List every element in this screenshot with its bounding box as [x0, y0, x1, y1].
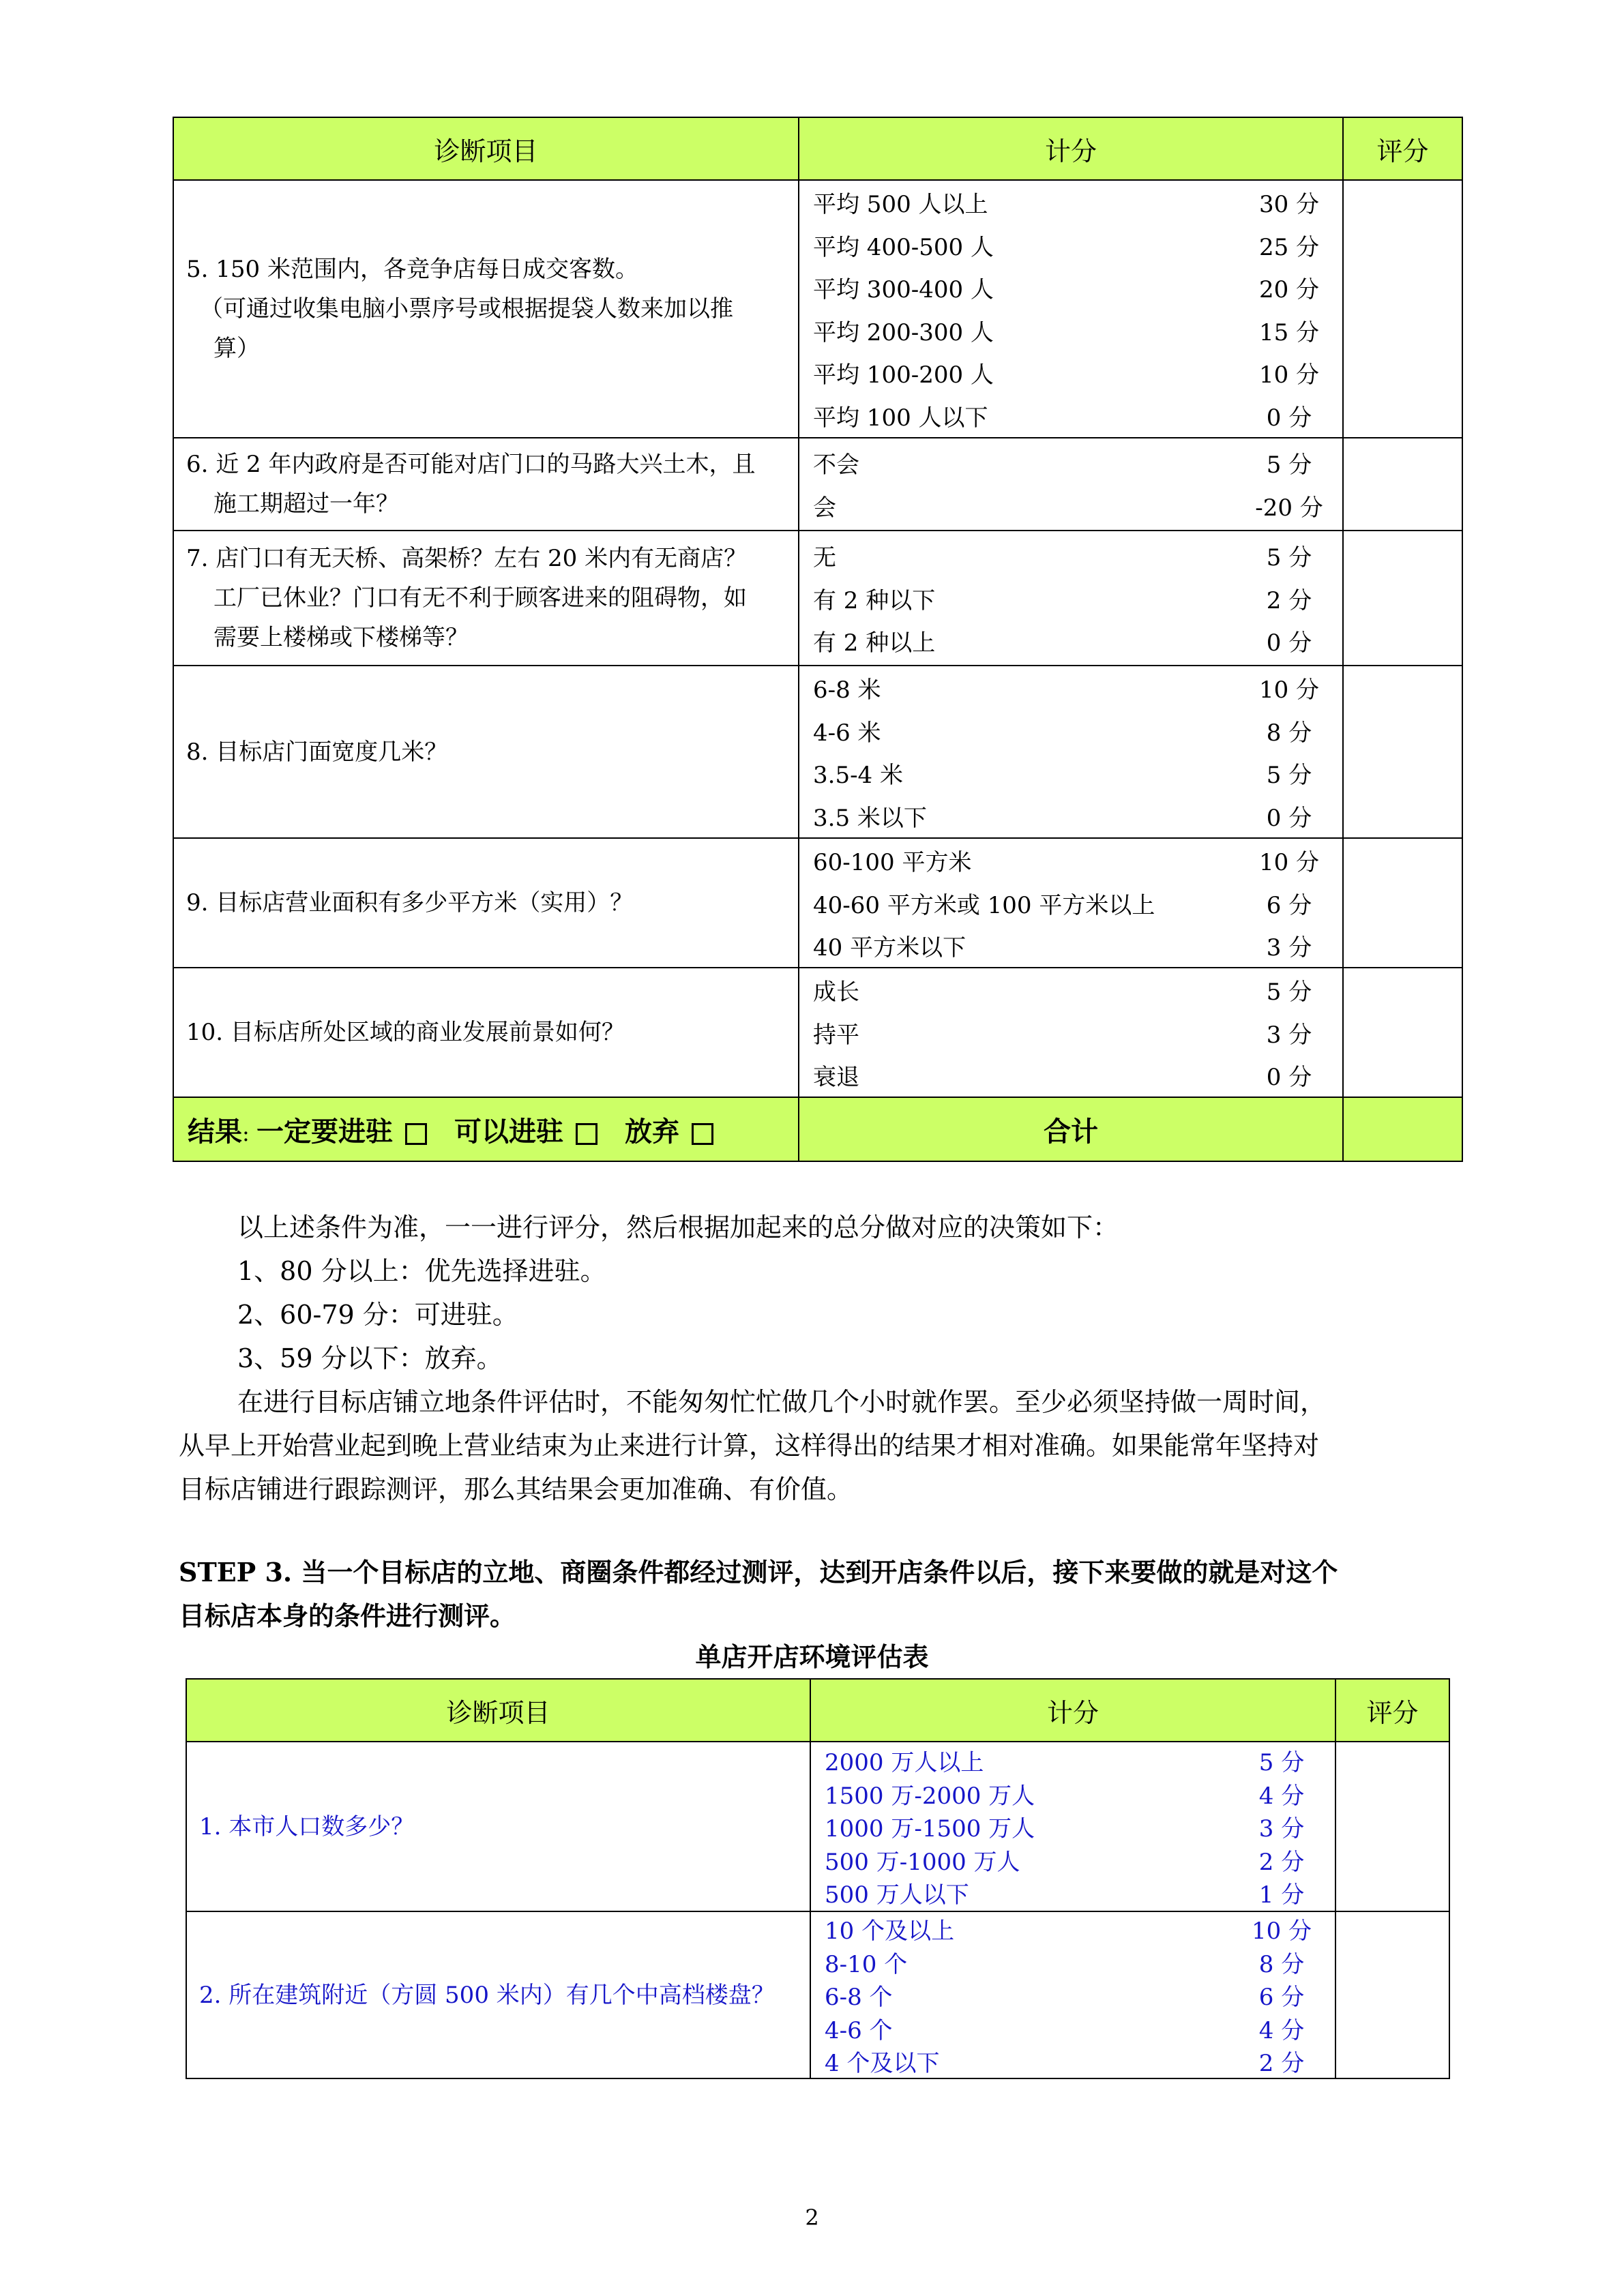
header-score: 评分: [1335, 1679, 1449, 1742]
total-score-cell[interactable]: [1343, 1097, 1462, 1161]
table-row: [173, 968, 1462, 1097]
checkbox-can-enter[interactable]: [576, 1123, 597, 1145]
item-cell: 9. 目标店营业面积有多少平方米（实用）？: [173, 838, 799, 968]
checkbox-must-enter[interactable]: [405, 1123, 427, 1145]
option-row: 2000 万人以上 5 分: [825, 1749, 1305, 1776]
option-row: 平均 300-400 人 20 分: [813, 276, 1320, 304]
choice-can-enter: 可以进驻: [454, 1115, 563, 1148]
score-input-cell[interactable]: [1335, 1742, 1449, 1911]
item-cell: 8. 目标店门面宽度几米？: [173, 666, 799, 838]
option-row: 4-6 米 8 分: [813, 719, 1312, 747]
option-row: 成长 5 分: [813, 979, 1312, 1006]
option-row: 会 -20 分: [813, 494, 1323, 522]
option-row: 有 2 种以上 0 分: [813, 629, 1312, 657]
header-item: 诊断项目: [173, 117, 799, 180]
header-score-rules: 计分: [799, 117, 1343, 180]
option-row: 10 个及以上 10 分: [825, 1918, 1312, 1945]
option-row: 持平 3 分: [813, 1021, 1312, 1049]
option-row: 1500 万-2000 万人 4 分: [825, 1782, 1305, 1810]
evaluation-table-1: [173, 117, 1463, 1162]
intro-paragraph: 以上述条件为准，一一进行评分，然后根据加起来的总分做对应的决策如下：: [237, 1212, 1119, 1242]
item-cell: 6. 近 2 年内政府是否可能对店门口的马路大兴土木，且 施工期超过一年？: [173, 438, 799, 531]
table-row: [173, 838, 1462, 968]
table-row: [186, 1742, 1449, 1911]
table-row: [173, 438, 1462, 531]
table2-title: 单店开店环境评估表: [695, 1641, 929, 1672]
options-cell: [799, 180, 1343, 438]
option-row: 3.5 米以下 0 分: [813, 804, 1312, 832]
options-cell: [799, 531, 1343, 666]
option-row: 平均 400-500 人 25 分: [813, 233, 1320, 261]
option-row: 500 万人以下 1 分: [825, 1881, 1305, 1909]
options-cell: [799, 838, 1343, 968]
rule-2: 2、60-79 分：可进驻。: [237, 1300, 518, 1330]
option-row: 8-10 个 8 分: [825, 1950, 1305, 1978]
option-row: 有 2 种以下 2 分: [813, 586, 1312, 614]
options-cell: [799, 666, 1343, 838]
item-cell: 1. 本市人口数多少？: [186, 1742, 810, 1911]
score-input-cell[interactable]: [1343, 838, 1462, 968]
page-number: 2: [805, 2205, 819, 2231]
table-row: [173, 666, 1462, 838]
score-input-cell[interactable]: [1343, 180, 1462, 438]
result-cell: 结果: 一定要进驻 可以进驻 放弃: [173, 1097, 799, 1161]
option-row: 平均 200-300 人 15 分: [813, 318, 1320, 346]
choice-give-up: 放弃: [624, 1115, 679, 1148]
step3-heading: STEP 3. 当一个目标店的立地、商圈条件都经过测评，达到开店条件以后，接下来要做的就是对这个: [179, 1557, 1338, 1587]
option-row: 6-8 米 10 分: [813, 676, 1320, 704]
table-header-row: [173, 117, 1462, 180]
options-cell: [799, 438, 1343, 531]
option-row: 衰退 0 分: [813, 1064, 1312, 1091]
option-row: 不会 5 分: [813, 451, 1312, 479]
header-score: 评分: [1343, 117, 1462, 180]
table-row: [173, 531, 1462, 666]
choice-must-enter: 一定要进驻: [256, 1115, 393, 1148]
option-row: 4-6 个 4 分: [825, 2016, 1305, 2044]
option-row: 无 5 分: [813, 544, 1312, 571]
options-cell: [810, 1911, 1335, 2078]
option-row: 40-60 平方米或 100 平方米以上 6 分: [813, 891, 1312, 919]
table-header-row: [186, 1679, 1449, 1742]
note-line-3: 目标店铺进行跟踪测评，那么其结果会更加准确、有价值。: [179, 1474, 853, 1504]
option-row: 4 个及以下 2 分: [825, 2050, 1305, 2077]
option-row: 1000 万-1500 万人 3 分: [825, 1815, 1305, 1843]
option-row: 40 平方米以下 3 分: [813, 934, 1312, 961]
header-item: 诊断项目: [186, 1679, 810, 1742]
table-row: [173, 180, 1462, 438]
note-line-1: 在进行目标店铺立地条件评估时，不能匆匆忙忙做几个小时就作罢。至少必须坚持做一周时间，: [237, 1387, 1327, 1417]
rule-3: 3、59 分以下：放弃。: [237, 1343, 503, 1373]
note-line-2: 从早上开始营业起到晚上营业结束为止来进行计算，这样得出的结果才相对准确。如果能常年坚持对: [179, 1431, 1320, 1461]
score-input-cell[interactable]: [1343, 968, 1462, 1097]
option-row: 平均 100 人以下 0 分: [813, 404, 1312, 432]
item-cell: 5. 150 米范围内，各竞争店每日成交客数。 （可通过收集电脑小票序号或根据提袋人数来加以推 算）: [173, 180, 799, 438]
score-input-cell[interactable]: [1343, 666, 1462, 838]
option-row: 平均 500 人以上 30 分: [813, 191, 1320, 219]
checkbox-give-up[interactable]: [692, 1123, 713, 1145]
options-cell: [810, 1742, 1335, 1911]
total-label: 合计: [799, 1097, 1343, 1161]
option-row: 500 万-1000 万人 2 分: [825, 1848, 1305, 1876]
item-cell: 10. 目标店所处区域的商业发展前景如何？: [173, 968, 799, 1097]
header-score-rules: 计分: [810, 1679, 1335, 1742]
score-input-cell[interactable]: [1343, 438, 1462, 531]
option-row: 平均 100-200 人 10 分: [813, 361, 1320, 389]
option-row: 60-100 平方米 10 分: [813, 849, 1320, 876]
score-input-cell[interactable]: [1335, 1911, 1449, 2078]
item-cell: 7. 店门口有无天桥、高架桥？左右 20 米内有无商店？ 工厂已休业？门口有无不利于顾客进来的阻碍物，如 需要上楼梯或下楼梯等？: [173, 531, 799, 666]
option-row: 3.5-4 米 5 分: [813, 762, 1312, 790]
evaluation-table-2: [186, 1678, 1450, 2079]
option-row: 6-8 个 6 分: [825, 1984, 1305, 2011]
item-cell: 2. 所在建筑附近（方圆 500 米内）有几个中高档楼盘？: [186, 1911, 810, 2078]
result-row: [173, 1097, 1462, 1161]
result-label: 结果: [188, 1115, 242, 1148]
table-row: [186, 1911, 1449, 2078]
score-input-cell[interactable]: [1343, 531, 1462, 666]
rule-1: 1、80 分以上：优先选择进驻。: [237, 1256, 606, 1286]
step3-heading-cont: 目标店本身的条件进行测评。: [179, 1600, 516, 1631]
options-cell: [799, 968, 1343, 1097]
